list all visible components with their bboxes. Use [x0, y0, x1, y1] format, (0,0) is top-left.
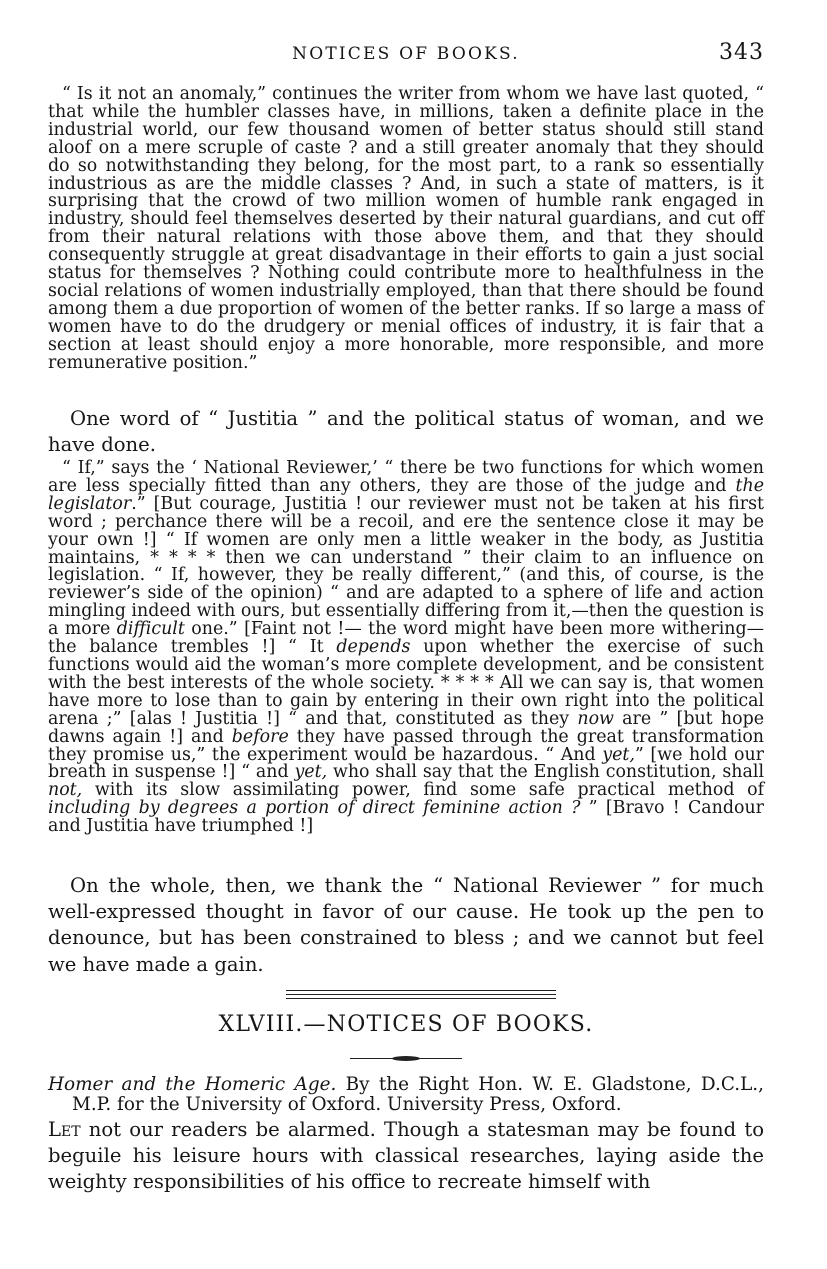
reviewer-quote-text-1: “ If,” says the ‘ National Reviewer,’ “ there be two functions for which women are less specially fitted than any others, they are those of the judge and [48, 458, 764, 496]
page [48, 0, 764, 1269]
reviewer-quote-em-1: the legislator [48, 475, 764, 514]
book-review-text: not our readers be alarmed. Though a statesman may be found to beguile his leisure hours with classical researches, laying aside the weighty responsibilities of his office to recreate himself with [48, 1118, 764, 1194]
ornament-divider [350, 1056, 462, 1060]
reviewer-quote-text-6: they have passed through the great transformation they promise us,” the experiment would be hazardous. “ And [48, 726, 764, 765]
closing-paragraph-block [48, 873, 764, 978]
book-entry [48, 1075, 764, 1115]
running-head: NOTICES OF BOOKS. [292, 44, 520, 64]
reviewer-quote-text-5: are ” [but hope dawns again !] and [48, 708, 764, 747]
page-number: 343 [719, 40, 764, 65]
justitia-intro: One word of “ Justitia ” and the political status of woman, and we have done. [48, 407, 764, 457]
book-review [48, 1117, 764, 1196]
closing-paragraph: On the whole, then, we thank the “ National Reviewer ” for much well-expressed thought in favor of our cause. He took up the pen to denounce, but has been constrained to bless ; and we cannot but feel we have made a gain. [48, 874, 764, 976]
reviewer-quote-text-2: .” [But courage, Justitia ! our reviewer must not be taken at his first word ; perchance there will be a recoil, and ere the sentence close it may be your own !] “ If women are only men a little weaker in the body, as Justitia maintains, * * * * then we can understand ” their claim to an influence on legislation. “ If, however, they be really different,” (and this, of course, is the reviewer’s side of the opinion) “ and are adapted to a sphere of life and action mingling indeed with ours, but essentially differing from it,—then the question is a more [48, 493, 764, 640]
ornament-mark [392, 1056, 420, 1061]
reviewer-quote-text-8: who shall say that the English constitution, shall [327, 762, 764, 783]
book-title: Homer and the Homeric Age. [48, 1074, 337, 1095]
reviewer-quote-em-3: depends [336, 637, 411, 658]
reviewer-quote-em-9: including by degrees a portion of direct feminine action ? [48, 798, 581, 819]
quoted-paragraph: “ Is it not an anomaly,” continues the writer from whom we have last quoted, “ that while the humbler classes have, in millions, taken a definite place in the industrial world, our few thousand women of better status should still stand aloof on a mere scruple of caste ? and a still greater anomaly that they should do so notwithstanding they belong, for the most part, to a rank so essentially industrious as are the middle classes ? And, in such a state of matters, is it surprising that the crowd of two million women of humble rank engaged in industry, should feel themselves deserted by their natural guardians, and cut off from their natural relations with those above them, and that they should consequently struggle at great disadvantage in their efforts to gain a just social status for themselves ? Nothing could contribute more to healthfulness in the social relations of women industrially employed, than that there should be found among them a due proportion of women of the better ranks. If so large a mass of women have to do the drudgery or menial offices of industry, it is fair that a section at least should enjoy a more honorable, more responsible, and more remunerative position.” [48, 84, 764, 373]
section-divider [286, 990, 556, 991]
book-entry-block [48, 1075, 764, 1115]
reviewer-quote-text-9: with its slow assimilating power, find some safe practical method of [82, 780, 764, 801]
reviewer-quote-em-7: yet, [294, 762, 328, 783]
page-header [48, 36, 764, 76]
book-details: By the Right Hon. W. E. Gladstone, D.C.L., M.P. for the University of Oxford. University Press, Oxford. [72, 1074, 764, 1115]
reviewer-quote-em-4: now [577, 708, 614, 729]
quoted-paragraph-block [48, 86, 764, 373]
justitia-intro-block [48, 406, 764, 458]
reviewer-quote-text-10: ” [Bravo ! Candour and Justitia have triumphed !] [48, 798, 764, 837]
book-review-lead-word: Let [48, 1118, 81, 1141]
reviewer-quote-em-2: difficult [116, 619, 185, 640]
reviewer-quote-text-3: one.” [Faint not !— the word might have been more withering—the balance trembles !] “ It [48, 619, 764, 658]
reviewer-quote-em-5: before [231, 726, 289, 747]
reviewer-quote-text-7: ” [we hold our breath in suspense !] “ and [48, 744, 764, 783]
reviewer-quote-block [48, 460, 764, 836]
reviewer-quote-em-8: not, [48, 780, 83, 801]
reviewer-quote-text-4: upon whether the exercise of such functions would aid the woman’s more complete development, and be consistent with the best interests of the whole society. * * * * All we can say is, that women have more to lose than to gain by entering in their own right into the political arena ;” [alas ! Justitia !] “ and that, constituted as they [48, 637, 764, 729]
book-review-block [48, 1117, 764, 1196]
reviewer-quote [48, 460, 764, 836]
reviewer-quote-em-6: yet, [602, 744, 635, 765]
section-title: XLVIII.—NOTICES OF BOOKS. [218, 1012, 594, 1037]
